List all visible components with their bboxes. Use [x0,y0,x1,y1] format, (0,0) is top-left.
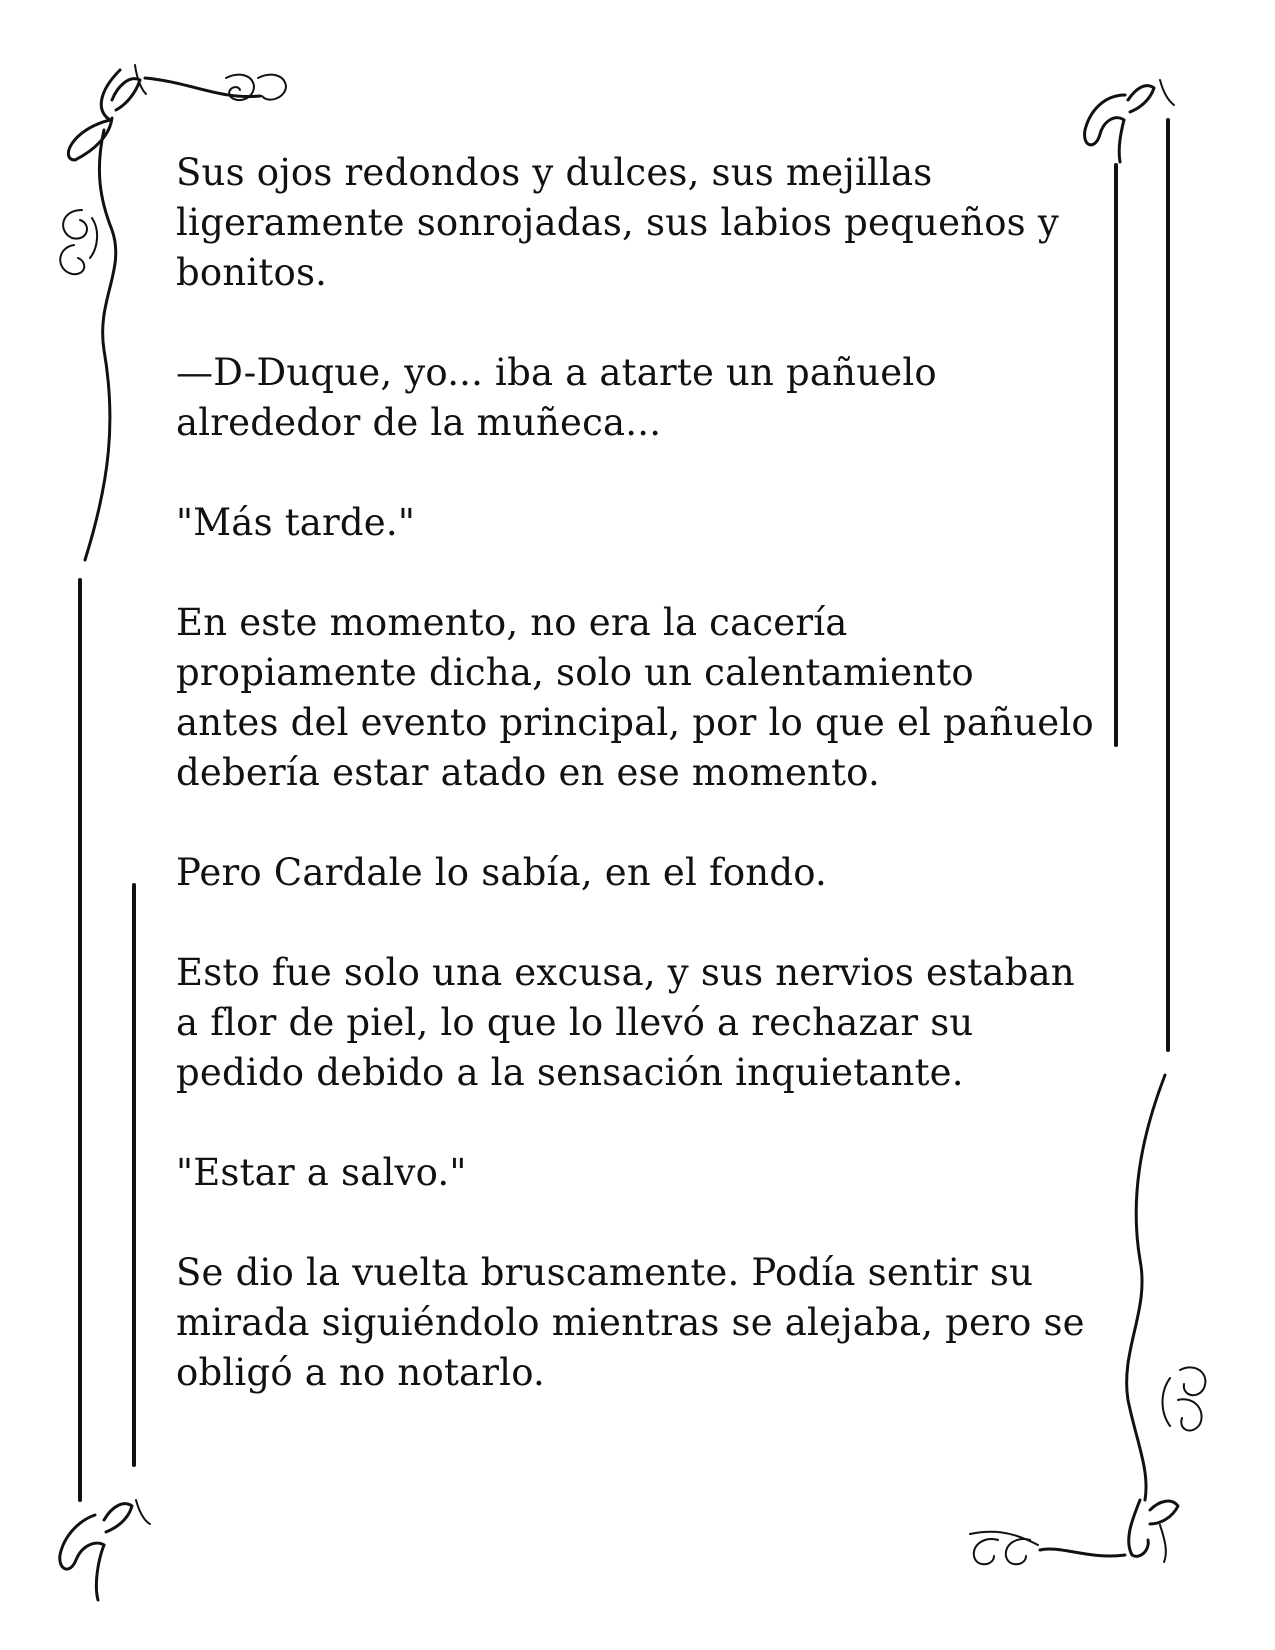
right-border-lines [1116,120,1168,1050]
paragraph [176,948,1106,1098]
text-line: Sus ojos redondos y dulces, sus mejillas [176,151,933,194]
paragraph [176,348,1106,448]
text-line: debería estar atado en ese momento. [176,751,880,794]
text-line: Esto fue solo una excusa, y sus nervios estaban [176,951,1075,994]
text-line: propiamente dicha, solo un calentamiento [176,651,974,694]
text-line: "Más tarde." [176,501,416,544]
bottom-left-flourish [60,1500,150,1600]
text-line: Pero Cardale lo sabía, en el fondo. [176,851,828,894]
text-line: En este momento, no era la cacería [176,601,848,644]
text-line: alrededor de la muñeca... [176,401,662,444]
document-body [176,148,1106,1448]
paragraph [176,1148,1106,1198]
paragraph [176,848,1106,898]
text-line: obligó a no notarlo. [176,1351,545,1394]
paragraph [176,498,1106,548]
paragraph [176,1248,1106,1398]
text-line: mirada siguiéndolo mientras se alejaba, pero se [176,1301,1085,1344]
paragraph [176,598,1106,798]
text-line: Se dio la vuelta bruscamente. Podía sentir su [176,1251,1034,1294]
text-line: —D-Duque, yo... iba a atarte un pañuelo [176,351,937,394]
text-line: antes del evento principal, por lo que el pañuelo [176,701,1094,744]
text-line: a flor de piel, lo que lo llevó a rechazar su [176,1001,974,1044]
text-line: ligeramente sonrojadas, sus labios pequeños y [176,201,1059,244]
paragraph [176,148,1106,298]
left-border-lines [80,580,134,1500]
text-line: "Estar a salvo." [176,1151,467,1194]
text-line: pedido debido a la sensación inquietante. [176,1051,964,1094]
text-line: bonitos. [176,251,328,294]
